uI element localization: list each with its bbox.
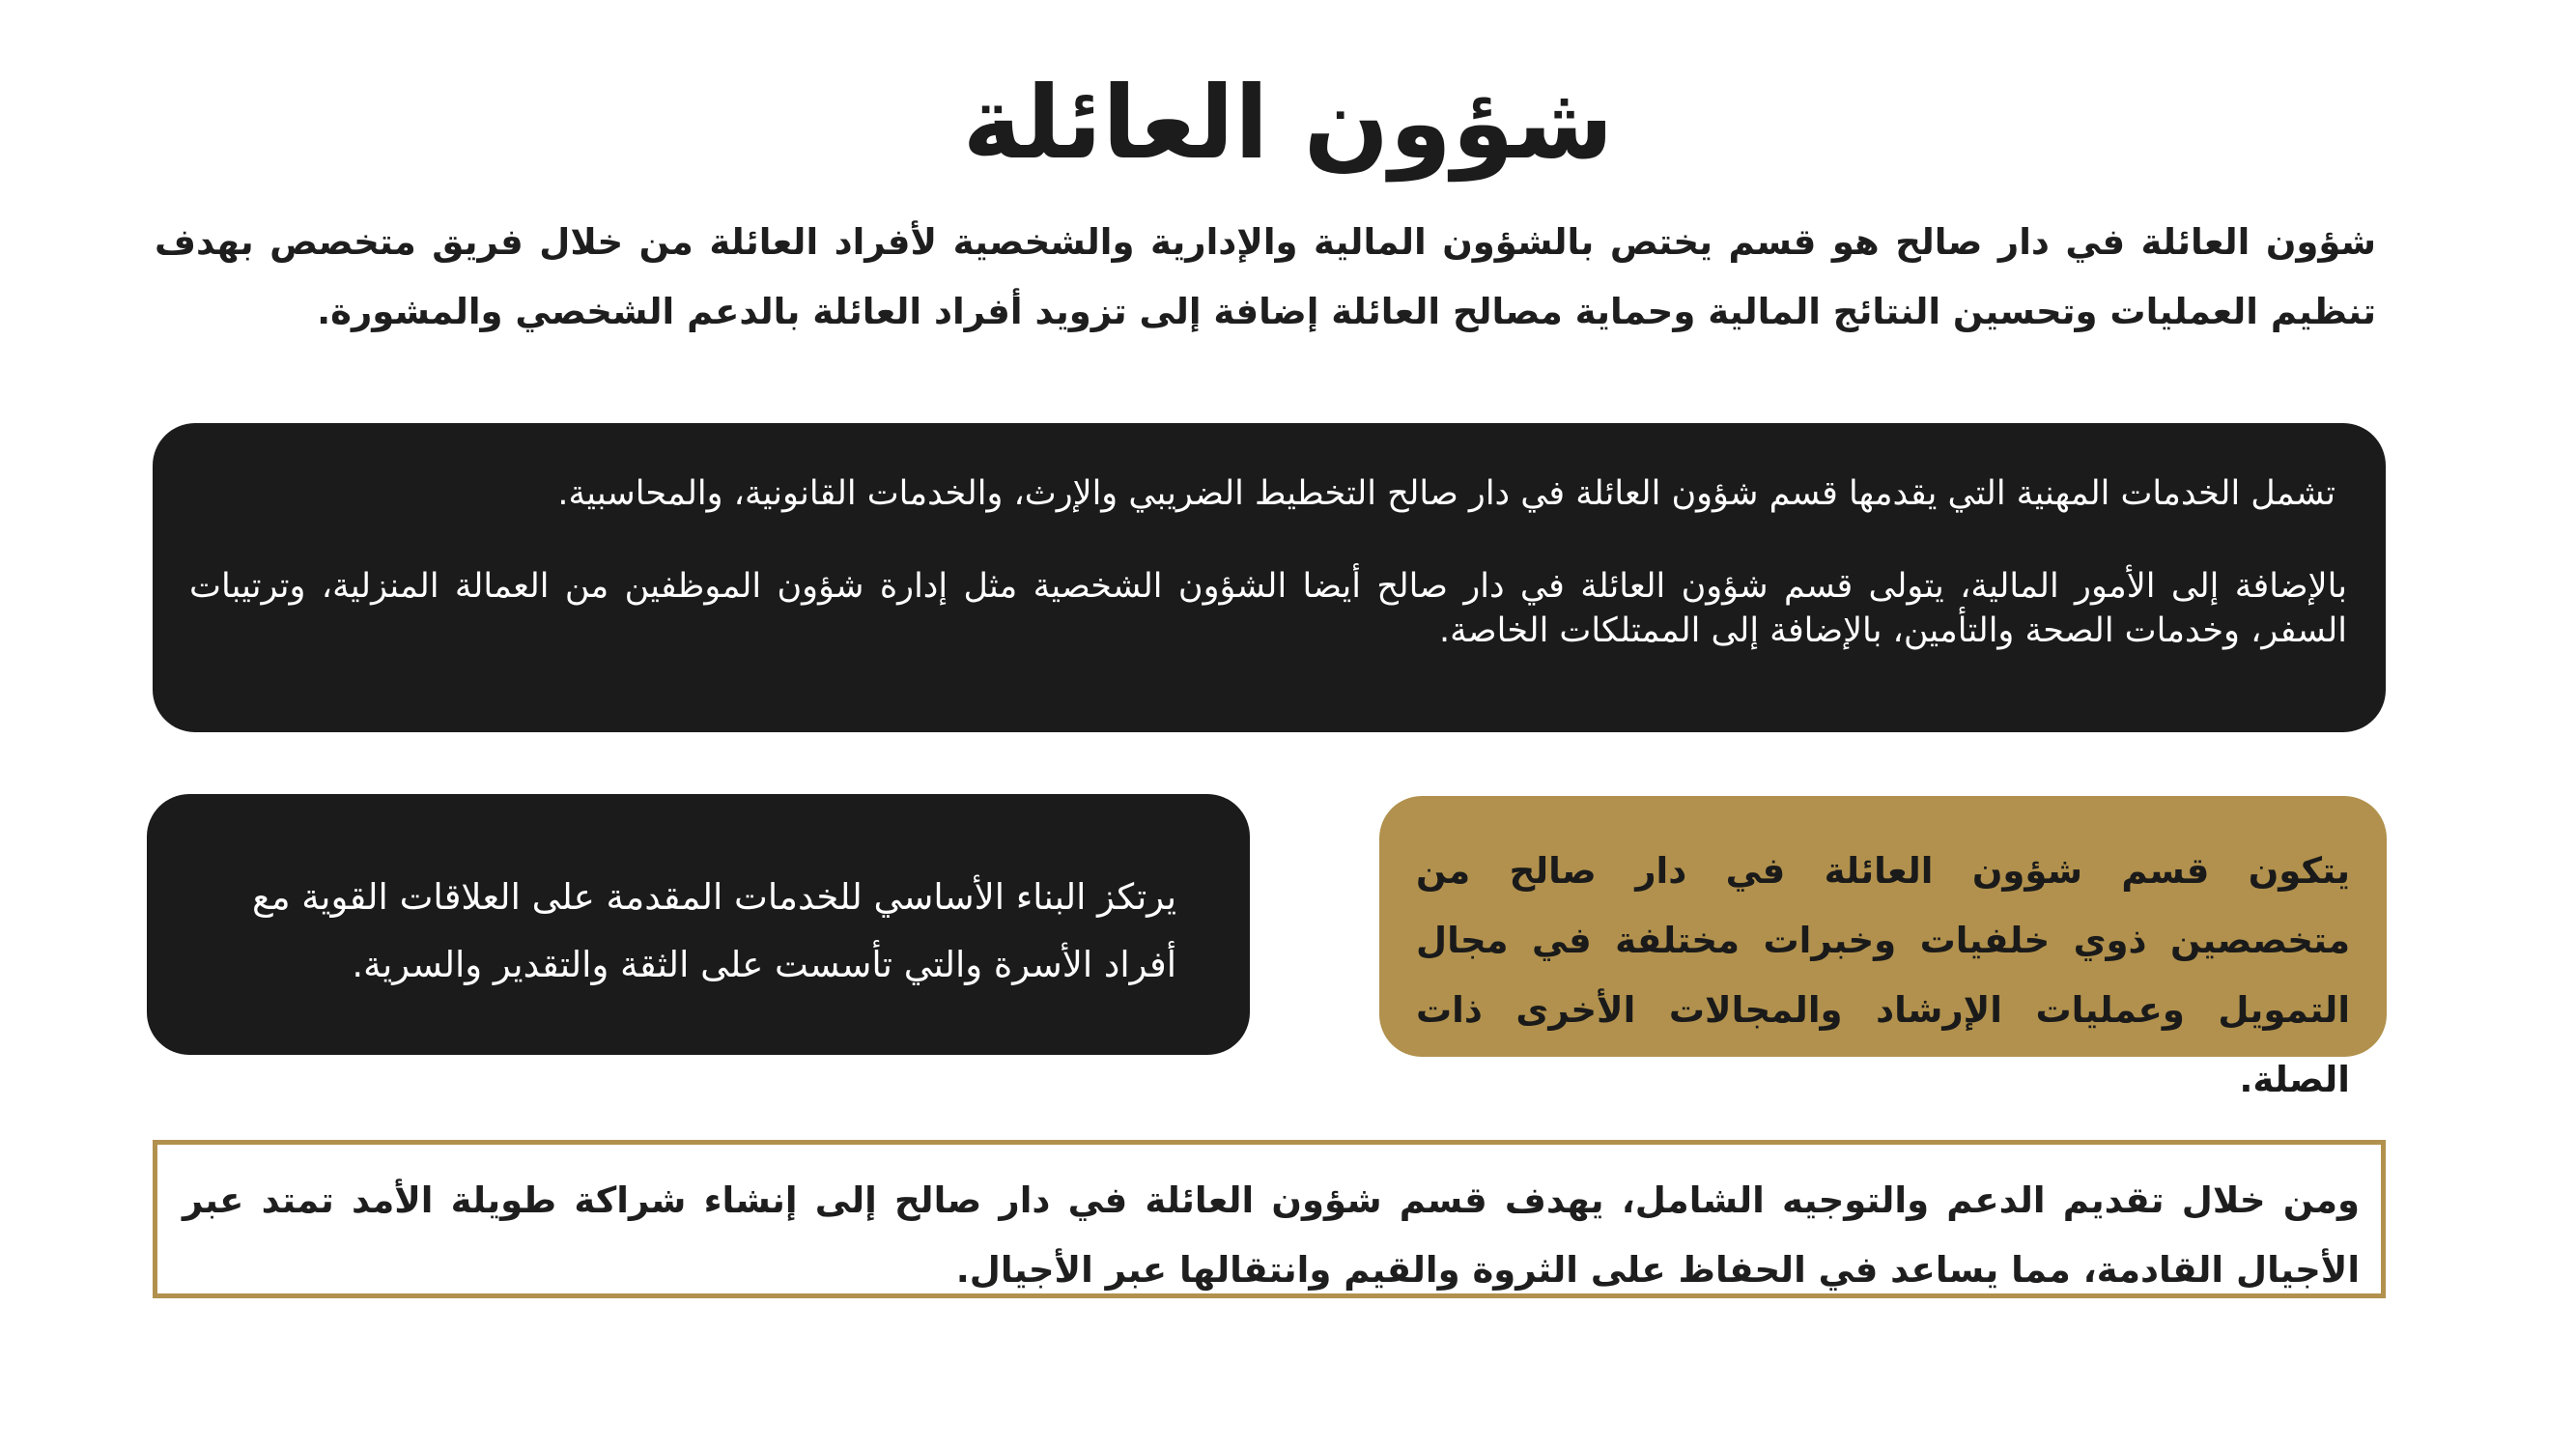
goal-box bbox=[153, 1140, 2386, 1298]
services-box bbox=[153, 423, 2386, 732]
services-paragraph-2: بالإضافة إلى الأمور المالية، يتولى قسم شؤون العائلة في دار صالح أيضا الشؤون الشخصية مثل إدارة شؤون الموظفين من العمالة المنزلية، وترتيبات السفر، وخدمات الصحة والتأمين، بالإضافة إلى الممتلكات الخاصة. bbox=[189, 567, 2347, 650]
team-text: يتكون قسم شؤون العائلة في دار صالح من متخصصين ذوي خلفيات وخبرات مختلفة في مجال التمويل وعمليات الإرشاد والمجالات الأخرى ذات الصلة. bbox=[1416, 850, 2350, 1100]
team-box bbox=[1379, 796, 2387, 1100]
foundation-text: يرتكز البناء الأساسي للخدمات المقدمة على العلاقات القوية مع أفراد الأسرة والتي تأسست على الثقة والتقدير والسرية. bbox=[252, 876, 1176, 985]
goal-text: ومن خلال تقديم الدعم والتوجيه الشامل، يهدف قسم شؤون العائلة في دار صالح إلى إنشاء شراكة طويلة الأمد تمتد عبر الأجيال القادمة، مما يساعد في الحفاظ على الثروة والقيم وانتقالها عبر الأجيال. bbox=[183, 1179, 2360, 1291]
intro-paragraph: شؤون العائلة في دار صالح هو قسم يختص بالشؤون المالية والإدارية والشخصية لأفراد العائلة من خلال فريق متخصص بهدف تنظيم العمليات وتحسين النتائج المالية وحماية مصالح العائلة إضافة إلى تزويد أفراد العائلة بالدعم الشخصي والمشورة. bbox=[155, 221, 2376, 332]
foundation-box bbox=[147, 794, 1250, 1055]
services-paragraph-1: تشمل الخدمات المهنية التي يقدمها قسم شؤون العائلة في دار صالح التخطيط الضريبي والإرث، والخدمات القانونية، والمحاسبية. bbox=[557, 474, 2335, 513]
page-title: شؤون العائلة bbox=[962, 64, 1614, 182]
